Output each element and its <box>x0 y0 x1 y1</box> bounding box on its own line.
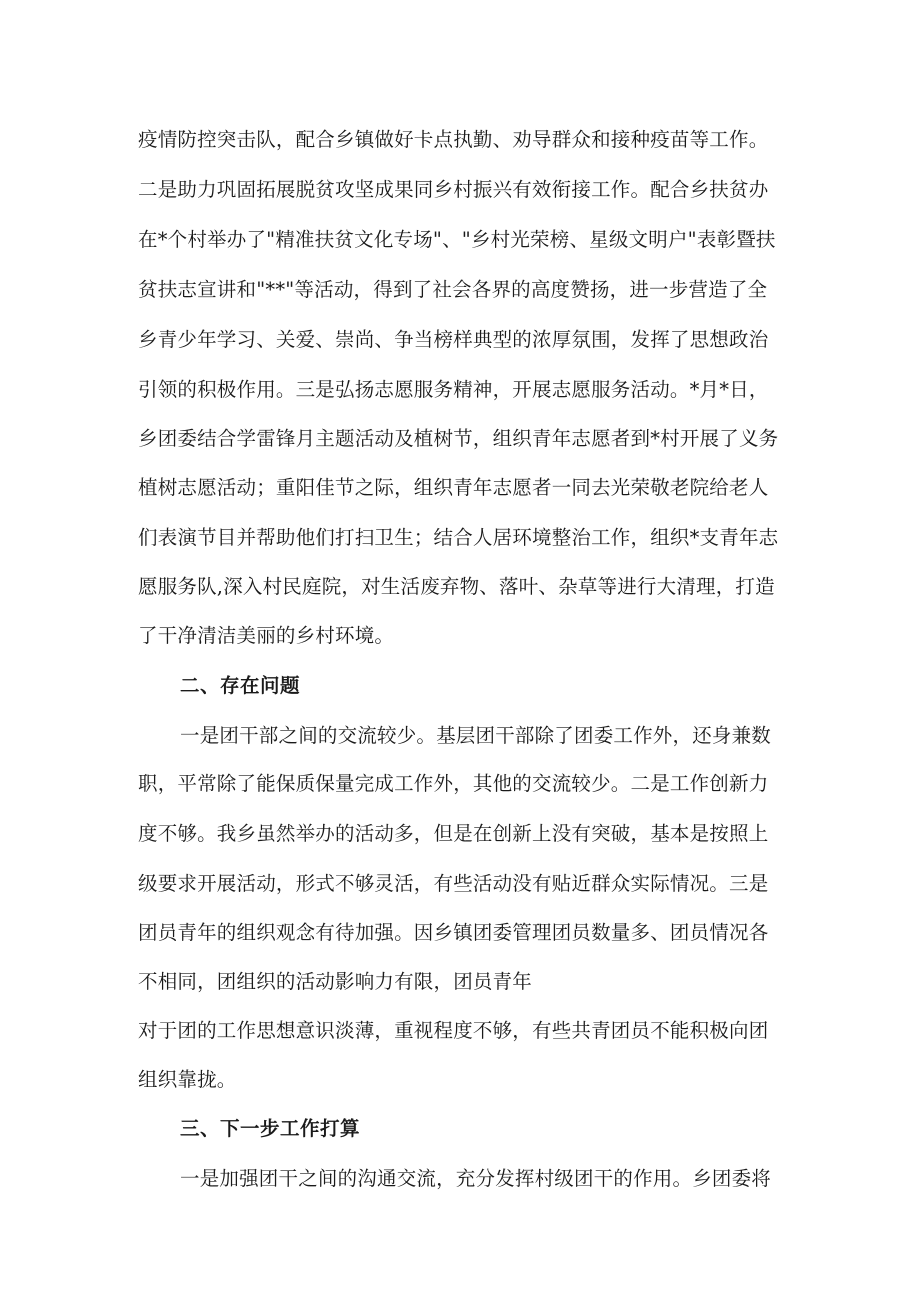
paragraph-line: 在*个村举办了"精准扶贫文化专场"、"乡村光荣榜、星级文明户"表彰暨扶 <box>138 228 776 251</box>
paragraph-line: 乡团委结合学雷锋月主题活动及植树节，组织青年志愿者到*村开展了义务 <box>138 427 779 450</box>
paragraph-line: 引领的积极作用。三是弘扬志愿服务精神，开展志愿服务活动。*月*日， <box>138 378 769 401</box>
paragraph-line: 一是团干部之间的交流较少。基层团干部除了团委工作外，还身兼数 <box>180 724 772 747</box>
paragraph-line: 乡青少年学习、关爱、崇尚、争当榜样典型的浓厚氛围，发挥了思想政治 <box>138 328 769 351</box>
paragraph-line: 了干净清洁美丽的乡村环境。 <box>138 624 395 647</box>
paragraph-line: 对于团的工作思想意识淡薄，重视程度不够，有些共青团员不能积极向团 <box>138 1019 769 1042</box>
paragraph-line: 职，平常除了能保质保量完成工作外，其他的交流较少。二是工作创新力 <box>138 772 769 795</box>
paragraph-line: 不相同，团组织的活动影响力有限，团员青年 <box>138 970 533 993</box>
paragraph-line: 团员青年的组织观念有待加强。因乡镇团委管理团员数量多、团员情况各 <box>138 921 769 944</box>
paragraph-line: 植树志愿活动；重阳佳节之际，组织青年志愿者一同去光荣敬老院给老人 <box>138 476 769 499</box>
paragraph-line: 组织靠拢。 <box>138 1068 237 1091</box>
paragraph-line: 度不够。我乡虽然举办的活动多，但是在创新上没有突破，基本是按照上 <box>138 822 769 845</box>
section-heading-problems: 二、存在问题 <box>180 674 301 697</box>
paragraph-line: 贫扶志宣讲和"**"等活动，得到了社会各界的高度赞扬，进一步营造了全 <box>138 278 768 301</box>
paragraph-line: 级要求开展活动，形式不够灵活，有些活动没有贴近群众实际情况。三是 <box>138 872 769 895</box>
paragraph-line: 们表演节目并帮助他们打扫卫生；结合人居环境整治工作，组织*支青年志 <box>138 526 779 549</box>
paragraph-line: 二是助力巩固拓展脱贫攻坚成果同乡村振兴有效衔接工作。配合乡扶贫办 <box>138 178 769 201</box>
paragraph-line: 疫情防控突击队，配合乡镇做好卡点执勤、劝导群众和接种疫苗等工作。 <box>138 128 769 151</box>
paragraph-line: 愿服务队,深入村民庭院，对生活废弃物、落叶、杂草等进行大清理，打造 <box>138 575 775 598</box>
section-heading-next-steps: 三、下一步工作打算 <box>180 1117 361 1140</box>
paragraph-line: 一是加强团干之间的沟通交流，充分发挥村级团干的作用。乡团委将 <box>180 1167 772 1190</box>
